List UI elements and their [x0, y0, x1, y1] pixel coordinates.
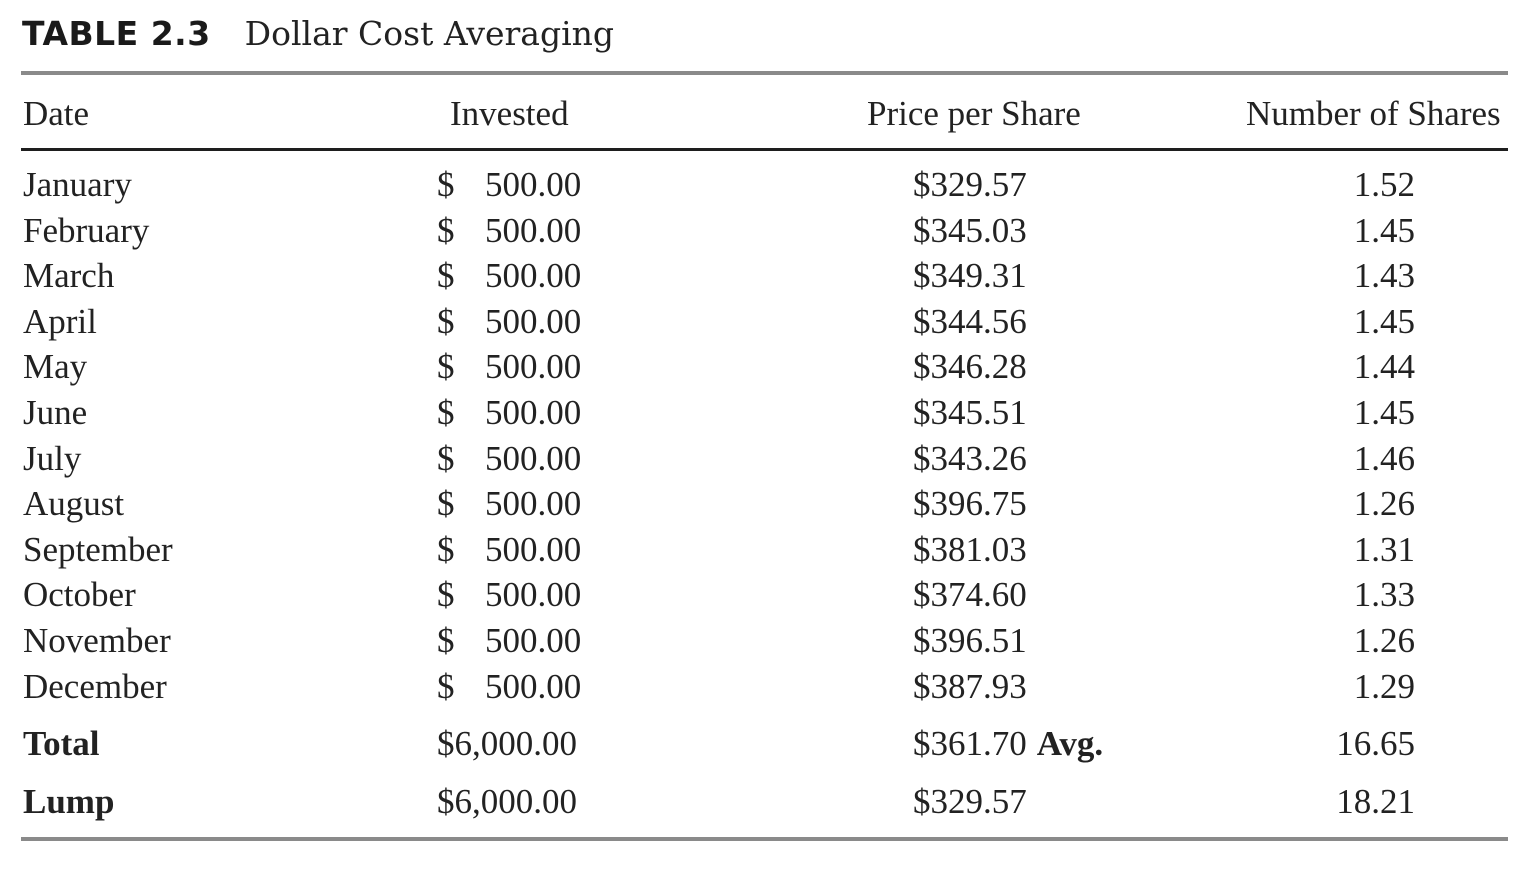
row-price-per-share: $349.31	[913, 256, 1027, 295]
average-note: Avg.	[1036, 724, 1104, 763]
row-number-of-shares: 1.43	[1353, 256, 1415, 295]
row-invested-amount: 500.00	[485, 575, 582, 614]
row-number-of-shares: 1.45	[1353, 393, 1415, 432]
row-invested-amount: 500.00	[485, 302, 582, 341]
header-rule	[21, 148, 1508, 151]
row-invested-currency: $	[437, 439, 455, 478]
row-invested-currency: $	[437, 393, 455, 432]
row-date: November	[23, 621, 171, 660]
row-price-per-share: $343.26	[913, 439, 1027, 478]
row-invested-amount: 500.00	[485, 393, 582, 432]
row-date: October	[23, 575, 136, 614]
row-number-of-shares: 1.31	[1353, 530, 1415, 569]
row-number-of-shares: 1.26	[1353, 484, 1415, 523]
row-price-per-share: $329.57	[913, 165, 1027, 204]
row-invested-amount: 500.00	[485, 621, 582, 660]
row-date: May	[23, 347, 88, 386]
row-date: August	[23, 484, 125, 523]
row-price-per-share: $381.03	[913, 530, 1027, 569]
row-invested-currency: $	[437, 347, 455, 386]
row-price-per-share: $345.03	[913, 211, 1027, 250]
row-invested-currency: $	[437, 621, 455, 660]
table-number: TABLE 2.3	[22, 14, 211, 53]
row-invested-currency: $	[437, 211, 455, 250]
row-invested-amount: 500.00	[485, 256, 582, 295]
row-price-per-share: $345.51	[913, 393, 1027, 432]
row-invested-currency: $	[437, 165, 455, 204]
row-invested-currency: $	[437, 256, 455, 295]
row-date: December	[23, 667, 167, 706]
row-date: February	[23, 211, 150, 250]
row-date: March	[23, 256, 115, 295]
row-date: June	[23, 393, 88, 432]
row-invested-amount: 500.00	[485, 484, 582, 523]
total-average-price: $361.70	[913, 724, 1027, 763]
row-number-of-shares: 1.45	[1353, 211, 1415, 250]
header-invested: Invested	[450, 94, 569, 133]
header-date: Date	[23, 94, 90, 133]
header-price-per-share: Price per Share	[867, 94, 1081, 133]
row-invested-currency: $	[437, 667, 455, 706]
row-price-per-share: $346.28	[913, 347, 1027, 386]
top-rule	[21, 71, 1508, 75]
row-price-per-share: $387.93	[913, 667, 1027, 706]
row-number-of-shares: 1.46	[1353, 439, 1415, 478]
row-price-per-share: $374.60	[913, 575, 1027, 614]
row-invested-amount: 500.00	[485, 347, 582, 386]
total-price-cell	[913, 724, 1103, 764]
row-date: April	[23, 302, 97, 341]
total-invested: $6,000.00	[437, 724, 577, 763]
row-price-per-share: $396.51	[913, 621, 1027, 660]
row-invested-currency: $	[437, 484, 455, 523]
total-shares: 16.65	[1336, 724, 1415, 763]
row-invested-currency: $	[437, 530, 455, 569]
row-invested-currency: $	[437, 302, 455, 341]
lump-price: $329.57	[913, 782, 1027, 821]
row-invested-amount: 500.00	[485, 211, 582, 250]
row-invested-amount: 500.00	[485, 667, 582, 706]
lump-invested: $6,000.00	[437, 782, 577, 821]
lump-shares: 18.21	[1336, 782, 1415, 821]
row-price-per-share: $344.56	[913, 302, 1027, 341]
bottom-rule	[21, 837, 1508, 841]
row-invested-amount: 500.00	[485, 439, 582, 478]
row-number-of-shares: 1.45	[1353, 302, 1415, 341]
row-invested-currency: $	[437, 575, 455, 614]
row-number-of-shares: 1.29	[1353, 667, 1415, 706]
row-date: September	[23, 530, 173, 569]
row-date: January	[23, 165, 132, 204]
row-date: July	[23, 439, 82, 478]
row-number-of-shares: 1.26	[1353, 621, 1415, 660]
table-title: Dollar Cost Averaging	[244, 14, 615, 53]
row-invested-amount: 500.00	[485, 165, 582, 204]
total-label: Total	[23, 724, 100, 763]
lump-label: Lump	[23, 782, 115, 821]
row-number-of-shares: 1.33	[1353, 575, 1415, 614]
row-number-of-shares: 1.44	[1353, 347, 1415, 386]
row-price-per-share: $396.75	[913, 484, 1027, 523]
header-number-of-shares: Number of Shares	[1246, 94, 1501, 133]
row-invested-amount: 500.00	[485, 530, 582, 569]
row-number-of-shares: 1.52	[1353, 165, 1415, 204]
table-caption	[22, 14, 614, 58]
